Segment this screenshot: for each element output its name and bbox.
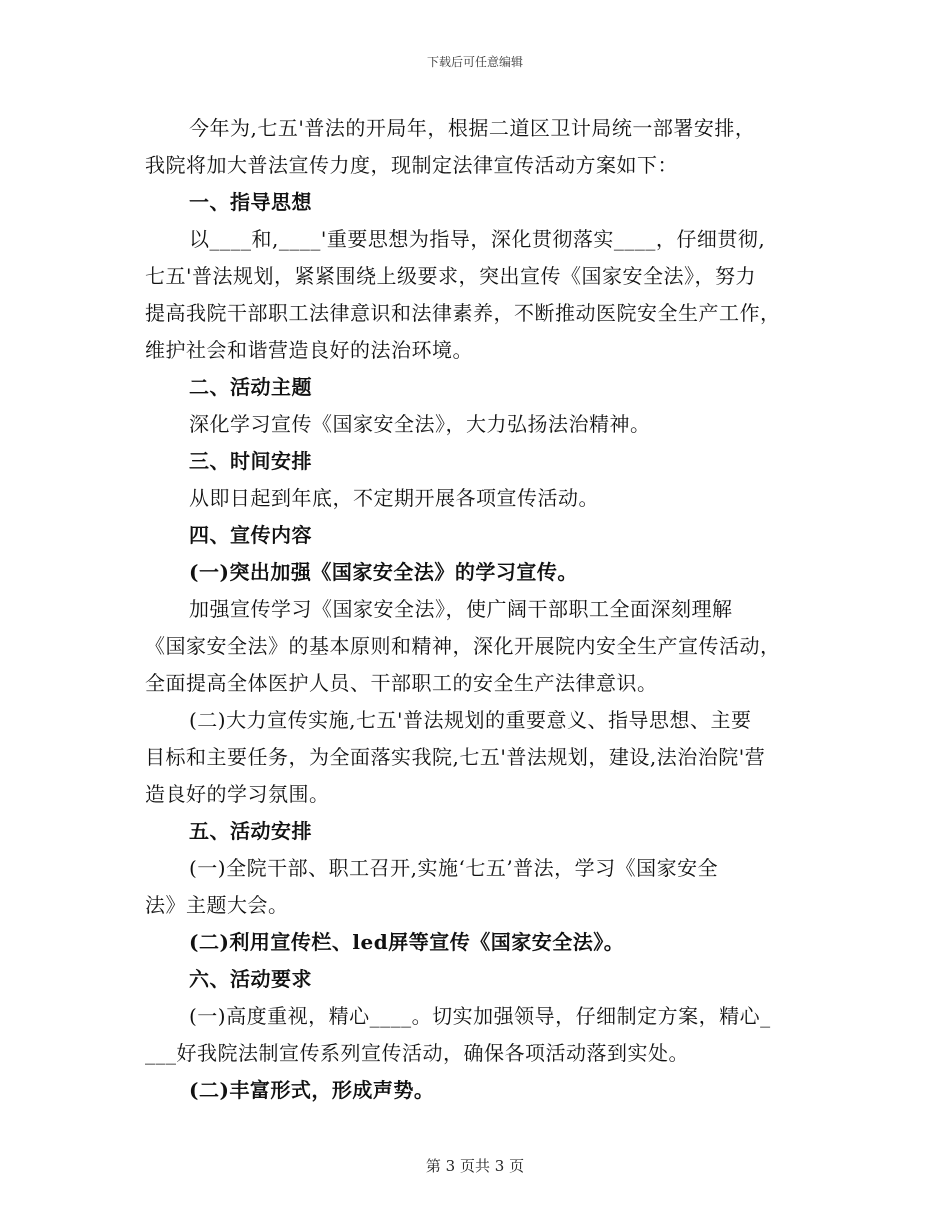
text-line: 加强宣传学习《国家安全法》，使广阔干部职工全面深刻理解 [189,597,733,621]
section-heading [145,961,815,998]
section-heading [145,1072,815,1109]
text-line: 提高我院干部职工法律意识和法律素养，不断推动医院安全生产工作， [145,301,781,325]
text-line: 四、宣传内容 [189,523,312,547]
text-line: 今年为,七五'普法的开局年，根据二道区卫计局统一部署安排， [189,116,756,140]
page-header: 下载后可任意编辑 [426,55,523,69]
text-line: (二)丰富形式，形成声势。 [189,1078,435,1102]
text-line: (一)突出加强《国家安全法》的学习宣传。 [189,560,578,584]
section-heading [145,813,815,850]
paragraph [145,480,815,517]
text-line: 一、指导思想 [189,190,312,214]
text-line: 七五'普法规划，紧紧围绕上级要求，突出宣传《国家安全法》，努力 [145,264,756,288]
paragraph [145,110,815,184]
section-heading [145,369,815,406]
text-line: (一)全院干部、职工召开,实施‘七五’普法，学习《国家安全 [189,856,719,880]
paragraph [145,702,815,813]
text-line: 从即日起到年底，不定期开展各项宣传活动。 [189,486,599,510]
text-line: 深化学习宣传《国家安全法》，大力弘扬法治精神。 [189,412,651,436]
section-heading [145,443,815,480]
text-line: (二)大力宣传实施,七五'普法规划的重要意义、指导思想、主要 [189,708,752,732]
text-line: 目标和主要任务，为全面落实我院,七五'普法规划，建设,法治治院'营 [145,745,766,769]
paragraph [145,406,815,443]
section-heading [145,517,815,554]
paragraph [145,850,815,924]
page-footer: 第 3 页共 3 页 [425,1157,525,1175]
text-line: (二)利用宣传栏、led屏等宣传《国家安全法》。 [189,930,625,954]
text-line: 维护社会和谐营造良好的法治环境。 [145,338,473,362]
text-line: 全面提高全体医护人员、干部职工的安全生产法律意识。 [145,671,658,695]
text-line: 我院将加大普法宣传力度，现制定法律宣传活动方案如下： [145,153,678,177]
section-heading [145,924,815,961]
document-body [145,110,815,1109]
text-line: 以____和,____'重要思想为指导，深化贯彻落实____，仔细贯彻, [189,227,766,251]
text-line: 造良好的学习氛围。 [145,782,330,806]
section-heading [145,554,815,591]
paragraph [145,591,815,702]
text-line: 二、活动主题 [189,375,312,399]
text-line: (一)高度重视，精心____。切实加强领导，仔细制定方案，精心_ [189,1004,771,1028]
text-line: 六、活动要求 [189,967,312,991]
text-line: 三、时间安排 [189,449,312,473]
text-line: ___好我院法制宣传系列宣传活动，确保各项活动落到实处。 [145,1041,689,1065]
paragraph [145,998,815,1072]
text-line: 《国家安全法》的基本原则和精神，深化开展院内安全生产宣传活动， [145,634,781,658]
text-line: 五、活动安排 [189,819,312,843]
section-heading [145,184,815,221]
paragraph [145,221,815,369]
text-line: 法》主题大会。 [145,893,289,917]
